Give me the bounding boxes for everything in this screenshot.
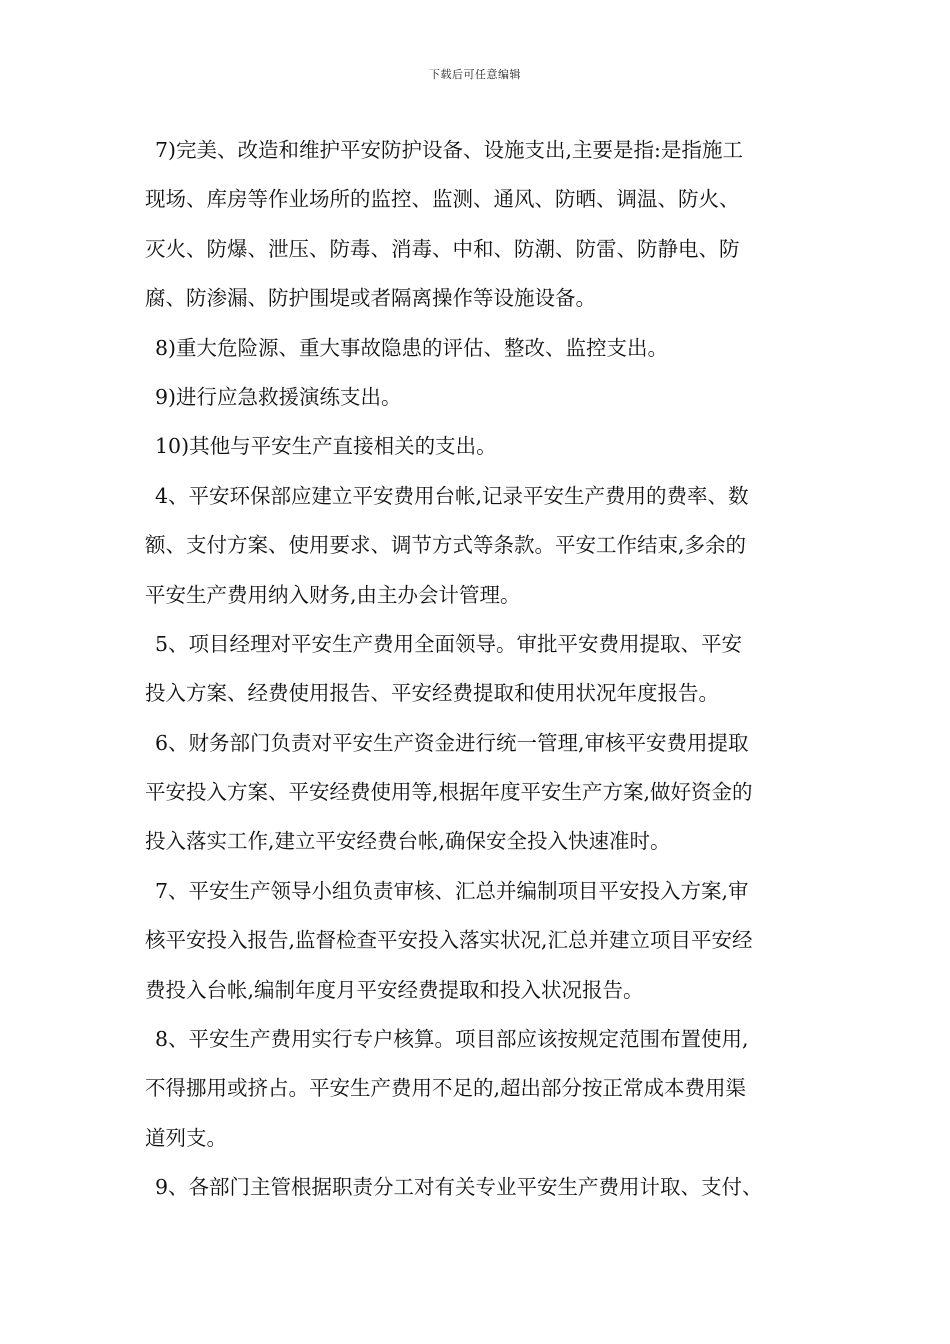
text-line: 平安生产费用纳入财务,由主办会计管理。 <box>145 582 521 607</box>
text-line: 5、项目经理对平安生产费用全面领导。审批平安费用提取、平安 <box>155 631 743 656</box>
text-line: 额、支付方案、使用要求、调节方式等条款。平安工作结束,多余的 <box>145 533 747 558</box>
text-line: 核平安投入报告,监督检查平安投入落实状况,汇总并建立项目平安经 <box>145 928 753 953</box>
document-body <box>145 126 821 1213</box>
text-line: 7、平安生产领导小组负责审核、汇总并编制项目平安投入方案,审 <box>155 878 749 903</box>
text-line: 腐、防渗漏、防护围堤或者隔离操作等设施设备。 <box>145 286 596 311</box>
text-line: 4、平安环保部应建立平安费用台帐,记录平安生产费用的费率、数 <box>155 483 749 508</box>
text-line: 8)重大危险源、重大事故隐患的评估、整改、监控支出。 <box>155 335 669 360</box>
text-line: 10)其他与平安生产直接相关的支出。 <box>155 434 497 459</box>
text-line: 不得挪用或挤占。平安生产费用不足的,超出部分按正常成本费用渠 <box>145 1076 747 1101</box>
text-line: 灭火、防爆、泄压、防毒、消毒、中和、防潮、防雷、防静电、防 <box>145 236 740 261</box>
text-line: 投入落实工作,建立平安经费台帐,确保安全投入快速准时。 <box>145 829 671 854</box>
text-line: 费投入台帐,编制年度月平安经费提取和投入状况报告。 <box>145 977 644 1002</box>
text-line: 投入方案、经费使用报告、平安经费提取和使用状况年度报告。 <box>145 681 719 706</box>
text-line: 7)完美、改造和维护平安防护设备、设施支出,主要是指:是指施工 <box>155 138 743 162</box>
text-line: 6、财务部门负责对平安生产资金进行统一管理,审核平安费用提取 <box>155 730 749 755</box>
text-line: 平安投入方案、平安经费使用等,根据年度平安生产方案,做好资金的 <box>145 780 753 805</box>
text-line: 9、各部门主管根据职责分工对有关专业平安生产费用计取、支付、 <box>155 1175 763 1200</box>
text-line: 道列支。 <box>145 1125 227 1150</box>
text-line: 9)进行应急救援演练支出。 <box>155 384 402 409</box>
text-line: 8、平安生产费用实行专户核算。项目部应该按规定范围布置使用, <box>155 1027 749 1052</box>
page-header: 下载后可任意编辑 <box>429 68 521 81</box>
text-line: 现场、库房等作业场所的监控、监测、通风、防晒、调温、防火、 <box>145 187 740 212</box>
